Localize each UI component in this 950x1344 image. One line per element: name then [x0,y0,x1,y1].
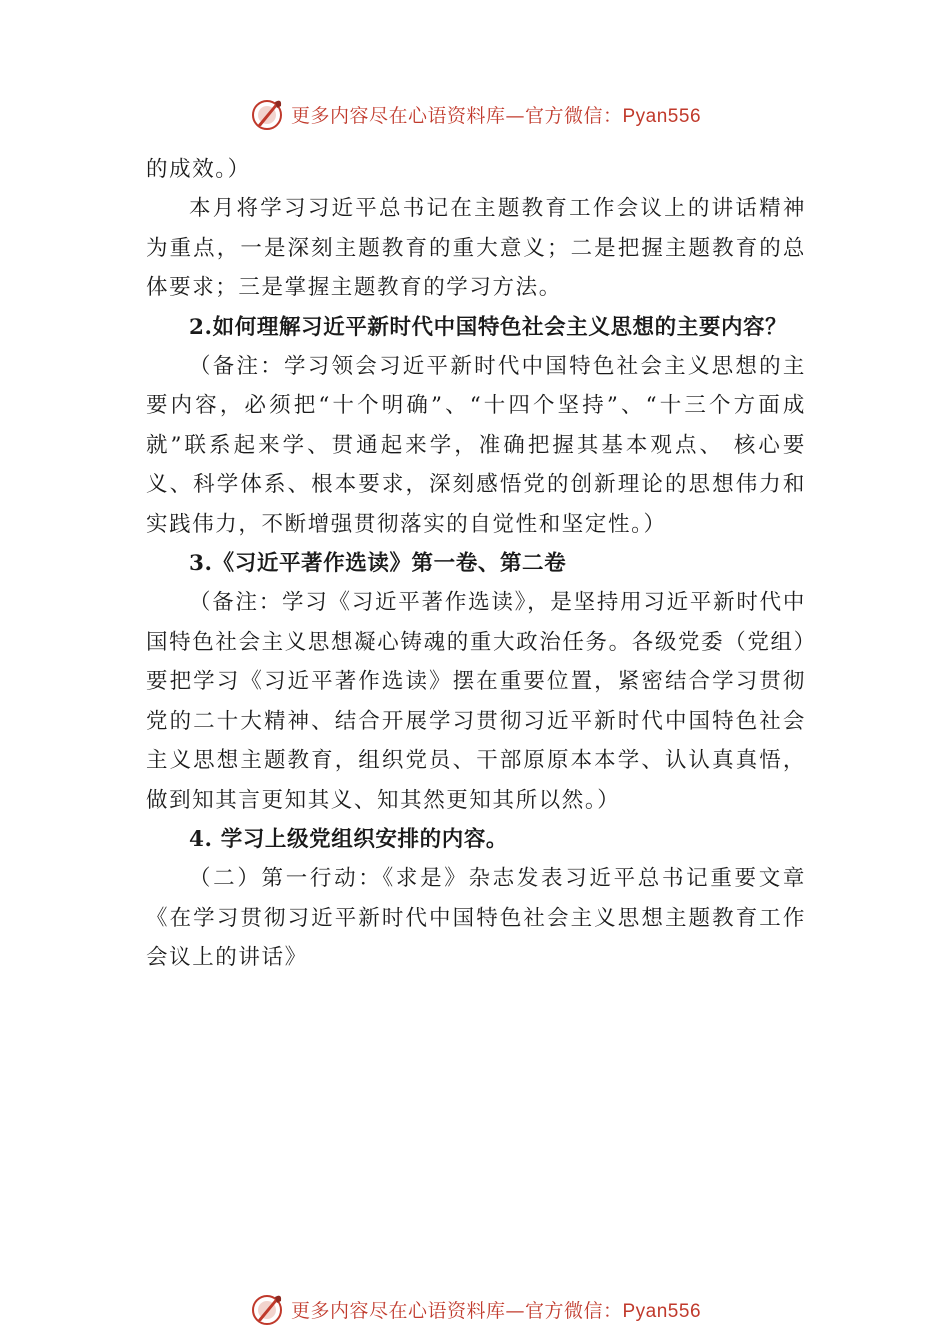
quill-seal-icon [249,1291,285,1327]
heading-item-3: 3.《习近平著作选读》第一卷、第二卷 [189,551,567,577]
document-body [146,150,806,978]
header-wechat-id: Pyan556 [622,105,702,127]
heading-item-2: 2.如何理解习近平新时代中国特色社会主义思想的主要内容？ [189,314,788,340]
paragraph-monthly-focus: 本月将学习习近平总书记在主题教育工作会议上的讲话精神为重点，一是深刻主题教育的重大意义；二是把握主题教育的总体要求；三是掌握主题教育的学习方法。 [146,196,806,301]
paragraph-note-3: （备注：学习《习近平著作选读》，是坚持用习近平新时代中国特色社会主义思想凝心铸魂的重大政治任务。各级党委（党组）要把学习《习近平著作选读》摆在重要位置，紧密结合学习贯彻党的二十大精神、结合开展学习贯彻习近平新时代中国特色社会主义思想主题教育，组织党员、干部原原本本学、认认真真悟，做到知其言更知其义、知其然更知其所以然。） [146,590,806,813]
paragraph-continuation: 的成效。） [146,157,251,182]
quill-seal-icon [249,96,285,132]
header-banner-text: 更多内容尽在心语资料库—官方微信：Pyan556 [290,104,702,127]
footer-banner-text: 更多内容尽在心语资料库—官方微信：Pyan556 [290,1299,702,1322]
footer-wechat-id: Pyan556 [622,1300,702,1322]
footer-watermark-banner [0,1289,950,1329]
header-watermark-banner [0,94,950,134]
paragraph-action-2: （二）第一行动：《求是》杂志发表习近平总书记重要文章《在学习贯彻习近平新时代中国特色社会主义思想主题教育工作会议上的讲话》 [146,866,806,971]
paragraph-note-2: （备注：学习领会习近平新时代中国特色社会主义思想的主要内容，必须把“十个明确”、“十四个坚持”、“十三个方面成就”联系起来学、贯通起来学，准确把握其基本观点、 核心要义、科学体系、根本要求，深刻感悟党的创新理论的思想伟力和实践伟力，不断增强贯彻落实的自觉性和坚定性。） [146,354,806,537]
heading-item-4: 4. 学习上级党组织安排的内容。 [189,826,509,852]
